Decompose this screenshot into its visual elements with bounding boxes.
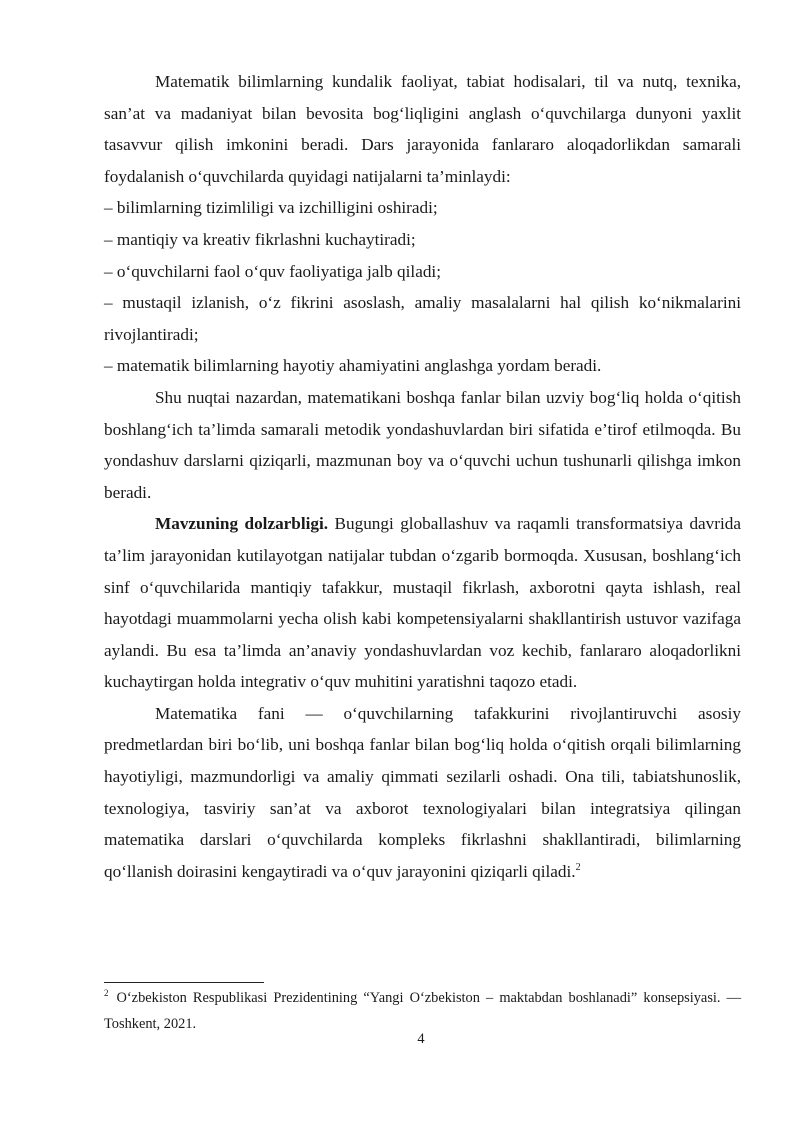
footnote-separator xyxy=(104,982,264,983)
footnote xyxy=(104,985,741,1037)
bullet-item: – o‘quvchilarni faol o‘quv faoliyatiga jalb qiladi; xyxy=(104,261,441,281)
footnote-reference[interactable]: 2 xyxy=(575,861,581,873)
body-text xyxy=(104,66,741,887)
page-number: 4 xyxy=(417,1031,425,1047)
paragraph-math-subject xyxy=(104,698,741,888)
relevance-text: Bugungi globallashuv va raqamli transformatsiya davrida ta’lim jarayonidan kutilayotgan natijalar tubdan o‘zgarib bormoqda. Xususan, boshlang‘ich sinf o‘quvchilarida mantiqiy tafakkur, mustaqil fikrlash, axborotni qayta ishlash, real hayotdagi muammolarni yecha olish kabi kompetensiyalarni shakllantirish ustuvor vazifaga aylandi. Bu esa ta’limda an’anaviy yondashuvlardan voz kechib, fanlararo aloqadorlikni kuchaytirgan holda integrativ o‘quv muhitini yaratishni taqozo etadi. xyxy=(104,514,741,692)
paragraph-approach: Shu nuqtai nazardan, matematikani boshqa fanlar bilan uzviy bog‘liq holda o‘qitish boshlang‘ich ta’limda samarali metodik yondashuvlardan biri sifatida e’tirof etilmoqda. Bu yondashuv darslarni qiziqarli, mazmunan boy va o‘quvchi uchun tushunarli qilishga imkon beradi. xyxy=(104,387,741,502)
math-subject-text: Matematika fani — o‘quvchilarning tafakkurini rivojlantiruvchi asosiy predmetlardan biri bo‘lib, uni boshqa fanlar bilan bog‘liq holda o‘qitish orqali bilimlarning hayotiyligi, mazmundorligi va amaliy qimmati sezilarli oshadi. Ona tili, tabiatshunoslik, texnologiya, tasviriy san’at va axborot texnologiyalari bilan integratsiya qilingan matematika darslari o‘quvchilarda kompleks fikrlashni shakllantiradi, bilimlarning qo‘llanish doirasini kengaytiradi va o‘quv jarayonini qiziqarli qiladi. xyxy=(104,703,741,881)
paragraph-intro: Matematik bilimlarning kundalik faoliyat, tabiat hodisalari, til va nutq, texnika, san’at va madaniyat bilan bevosita bog‘liqligini anglash o‘quvchilarga dunyoni yaxlit tasavvur qilish imkonini beradi. Dars jarayonida fanlararo aloqadorlikdan samarali foydalanish o‘quvchilarda quyidagi natijalarni ta’minlaydi: xyxy=(104,72,741,186)
paragraph-relevance xyxy=(104,508,741,698)
bullet-item: – matematik bilimlarning hayotiy ahamiyatini anglashga yordam beradi. xyxy=(104,356,602,376)
relevance-heading: Mavzuning dolzarbligi. xyxy=(155,514,329,534)
bullet-item: – bilimlarning tizimliligi va izchilligini oshiradi; xyxy=(104,198,438,218)
bullet-item: – mantiqiy va kreativ fikrlashni kuchaytiradi; xyxy=(104,229,416,249)
footnote-text: O‘zbekiston Respublikasi Prezidentining “Yangi O‘zbekiston – maktabdan boshlanadi” konsepsiyasi. — Toshkent, 2021. xyxy=(104,990,741,1032)
footnote-marker: 2 xyxy=(104,988,109,998)
bullet-item: – mustaqil izlanish, o‘z fikrini asoslash, amaliy masalalarni hal qilish ko‘nikmalarini rivojlantiradi; xyxy=(104,293,741,344)
